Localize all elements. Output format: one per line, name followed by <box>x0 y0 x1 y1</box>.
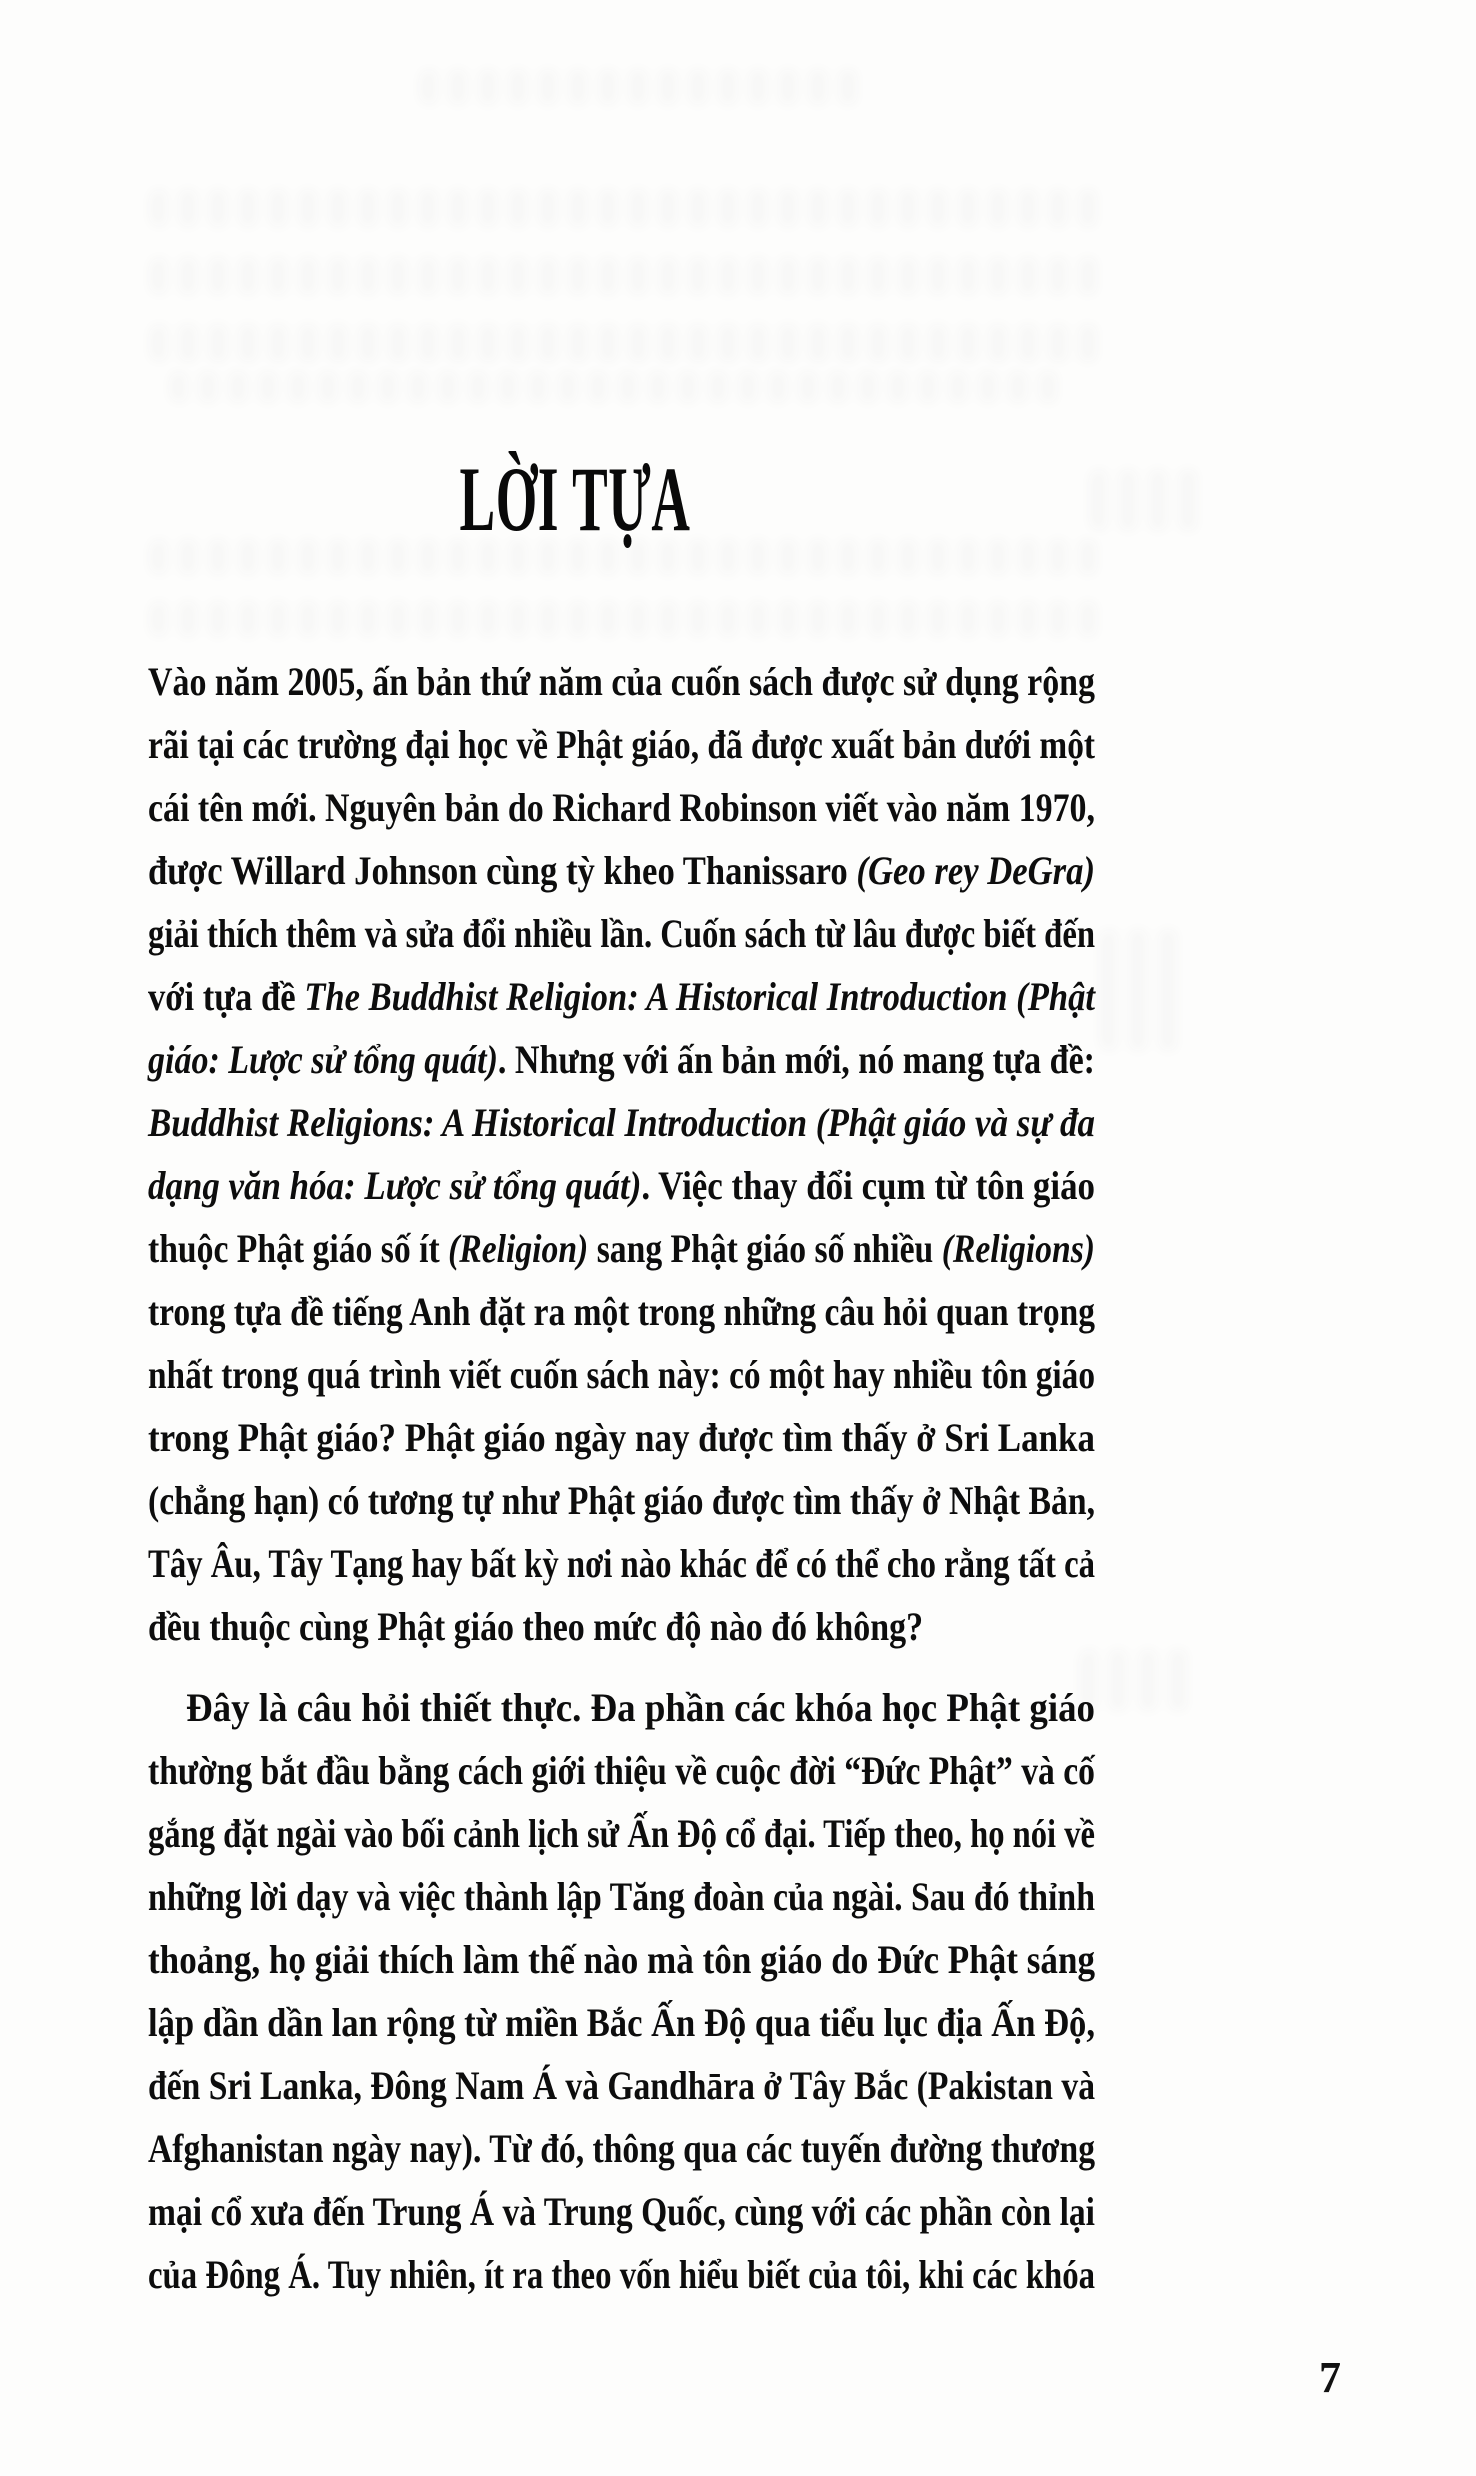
text-line: lập dần dần lan rộng từ miền Bắc Ấn Độ qua tiểu lục địa Ấn Độ, <box>148 2000 1095 2045</box>
text-line: (chẳng hạn) có tương tự như Phật giáo được tìm thấy ở Nhật Bản, <box>148 1478 1095 1523</box>
text-line: Afghanistan ngày nay). Từ đó, thông qua các tuyến đường thương <box>148 2126 1095 2171</box>
text-line: thoảng, họ giải thích làm thế nào mà tôn giáo do Đức Phật sáng <box>148 1937 1095 1982</box>
text-line: thuộc Phật giáo số ít (Religion) sang Phật giáo số nhiều (Religions) <box>148 1226 1095 1271</box>
text-line: nhất trong quá trình viết cuốn sách này: có một hay nhiều tôn giáo <box>148 1352 1095 1397</box>
page-show-through <box>1100 930 1190 1050</box>
page-show-through <box>150 258 1100 294</box>
text-line: dạng văn hóa: Lược sử tổng quát). Việc thay đổi cụm từ tôn giáo <box>148 1163 1095 1208</box>
text-line: giáo: Lược sử tổng quát). Nhưng với ấn bản mới, nó mang tựa đề: <box>148 1037 1095 1082</box>
text-line: được Willard Johnson cùng tỳ kheo Thanissaro (Geo rey DeGra) <box>148 848 1095 893</box>
text-line: trong tựa đề tiếng Anh đặt ra một trong những câu hỏi quan trọng <box>148 1289 1095 1334</box>
page-show-through <box>1080 1650 1200 1710</box>
page-show-through <box>150 602 1100 636</box>
page-show-through <box>1090 470 1210 530</box>
text-line: trong Phật giáo? Phật giáo ngày nay được tìm thấy ở Sri Lanka <box>148 1415 1095 1460</box>
text-line: với tựa đề The Buddhist Religion: A Historical Introduction (Phật <box>148 974 1095 1019</box>
text-line: Buddhist Religions: A Historical Introduction (Phật giáo và sự đa <box>148 1100 1095 1145</box>
text-line: những lời dạy và việc thành lập Tăng đoàn của ngài. Sau đó thỉnh <box>148 1874 1095 1919</box>
page-title: LỜI TỰA <box>459 447 691 550</box>
text-line: Đây là câu hỏi thiết thực. Đa phần các khóa học Phật giáo <box>186 1685 1095 1730</box>
text-line: Vào năm 2005, ấn bản thứ năm của cuốn sách được sử dụng rộng <box>148 659 1095 704</box>
text-line: mại cổ xưa đến Trung Á và Trung Quốc, cùng với các phần còn lại <box>148 2189 1095 2234</box>
text-line: thường bắt đầu bằng cách giới thiệu về cuộc đời “Đức Phật” và cố <box>148 1748 1095 1793</box>
page-number: 7 <box>1319 2353 1341 2402</box>
text-line: Tây Âu, Tây Tạng hay bất kỳ nơi nào khác để có thể cho rằng tất cả <box>148 1541 1095 1586</box>
text-line: giải thích thêm và sửa đổi nhiều lần. Cuốn sách từ lâu được biết đến <box>148 911 1095 956</box>
page-show-through <box>420 70 860 104</box>
page-show-through <box>150 325 1100 361</box>
page-show-through <box>150 190 1100 226</box>
text-line: đến Sri Lanka, Đông Nam Á và Gandhāra ở Tây Bắc (Pakistan và <box>148 2063 1095 2108</box>
text-line: rãi tại các trường đại học về Phật giáo, đã được xuất bản dưới một <box>148 722 1095 767</box>
page-show-through <box>170 372 1070 402</box>
text-line: cái tên mới. Nguyên bản do Richard Robinson viết vào năm 1970, <box>148 785 1095 830</box>
text-line: gắng đặt ngài vào bối cảnh lịch sử Ấn Độ cổ đại. Tiếp theo, họ nói về <box>148 1811 1095 1856</box>
text-line: của Đông Á. Tuy nhiên, ít ra theo vốn hiểu biết của tôi, khi các khóa <box>148 2252 1095 2297</box>
body-text <box>148 650 1095 2306</box>
paragraph <box>148 1676 1095 2306</box>
text-line: đều thuộc cùng Phật giáo theo mức độ nào đó không? <box>148 1604 924 1649</box>
paragraph <box>148 650 1095 1658</box>
